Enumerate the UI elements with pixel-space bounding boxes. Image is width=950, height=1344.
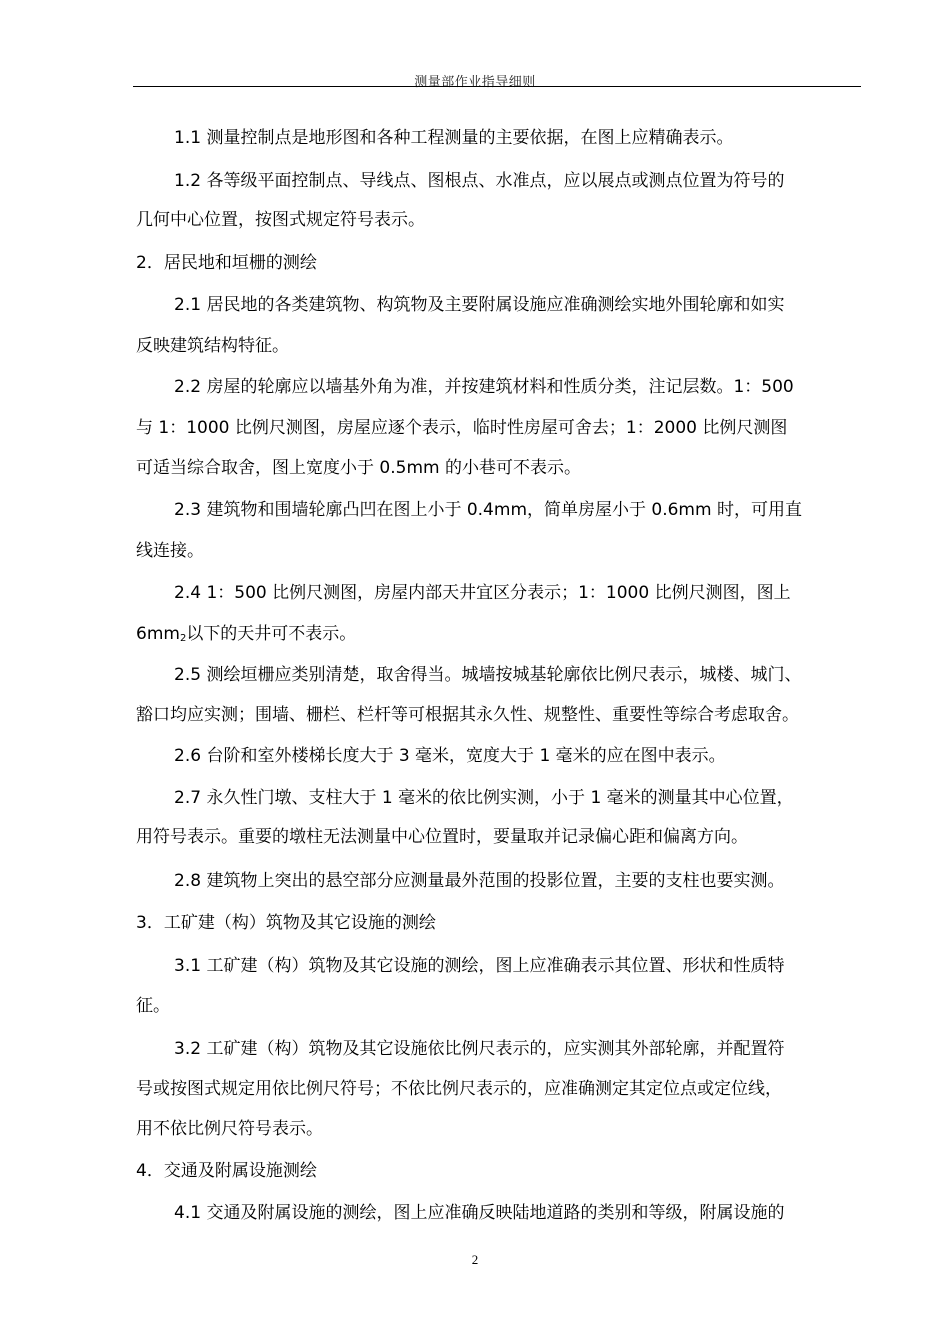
paragraph-line: 2.4 1：500 比例尺测图，房屋内部天井宜区分表示；1：1000 比例尺测图，图上: [174, 583, 791, 603]
area-unit: 6mm: [136, 624, 180, 644]
paragraph-line: 2.3 建筑物和围墙轮廓凸凹在图上小于 0.4mm，简单房屋小于 0.6mm 时，可用直: [174, 500, 802, 520]
paragraph-line: 与 1：1000 比例尺测图，房屋应逐个表示，临时性房屋可舍去；1：2000 比例尺测图: [136, 418, 788, 438]
paragraph-line: 可适当综合取舍，图上宽度小于 0.5mm 的小巷可不表示。: [136, 458, 581, 478]
paragraph-line: 2.8 建筑物上突出的悬空部分应测量最外范围的投影位置，主要的支柱也要实测。: [174, 871, 785, 891]
paragraph-line: 几何中心位置，按图式规定符号表示。: [136, 210, 425, 230]
paragraph-line: 2.6 台阶和室外楼梯长度大于 3 毫米，宽度大于 1 毫米的应在图中表示。: [174, 746, 726, 766]
paragraph-line: 用符号表示。重要的墩柱无法测量中心位置时，要量取并记录偏心距和偏离方向。: [136, 827, 748, 847]
paragraph-line: 4.1 交通及附属设施的测绘，图上应准确反映陆地道路的类别和等级，附属设施的: [174, 1203, 785, 1223]
paragraph-line: 2.7 永久性门墩、支柱大于 1 毫米的依比例实测，小于 1 毫米的测量其中心位置，: [174, 788, 794, 808]
paragraph-line: 3.2 工矿建（构）筑物及其它设施依比例尺表示的，应实测其外部轮廓，并配置符: [174, 1039, 785, 1059]
paragraph-line: 线连接。: [136, 541, 204, 561]
paragraph-line: 1.2 各等级平面控制点、导线点、图根点、水准点，应以展点或测点位置为符号的: [174, 171, 785, 191]
paragraph-line: 用不依比例尺符号表示。: [136, 1119, 323, 1139]
paragraph-line: 号或按图式规定用依比例尺符号；不依比例尺表示的，应准确测定其定位点或定位线，: [136, 1079, 782, 1099]
paragraph-line: 2.5 测绘垣栅应类别清楚，取舍得当。城墙按城基轮廓依比例尺表示，城楼、城门、: [174, 665, 802, 685]
paragraph-line: 豁口均应实测；围墙、栅栏、栏杆等可根据其永久性、规整性、重要性等综合考虑取舍。: [136, 705, 799, 725]
paragraph-line: 反映建筑结构特征。: [136, 336, 289, 356]
section-heading: 3．工矿建（构）筑物及其它设施的测绘: [136, 913, 436, 933]
section-heading: 2．居民地和垣栅的测绘: [136, 253, 317, 273]
paragraph-line: 2.1 居民地的各类建筑物、构筑物及主要附属设施应准确测绘实地外围轮廓和如实: [174, 295, 785, 315]
paragraph-line: 2.2 房屋的轮廓应以墙基外角为准，并按建筑材料和性质分类，注记层数。1：500: [174, 377, 794, 397]
unit-superscript: 2: [179, 633, 187, 644]
page-number: 2: [471, 1252, 479, 1267]
paragraph-line: 1.1 测量控制点是地形图和各种工程测量的主要依据，在图上应精确表示。: [174, 128, 734, 148]
paragraph-line: [136, 623, 356, 650]
header-divider: [133, 86, 861, 87]
paragraph-line: 3.1 工矿建（构）筑物及其它设施的测绘，图上应准确表示其位置、形状和性质特: [174, 956, 785, 976]
paragraph-line: 征。: [136, 996, 170, 1016]
running-header: 测量部作业指导细则: [414, 75, 536, 90]
line-text: 以下的天井可不表示。: [186, 624, 357, 644]
section-heading: 4．交通及附属设施测绘: [136, 1161, 317, 1181]
